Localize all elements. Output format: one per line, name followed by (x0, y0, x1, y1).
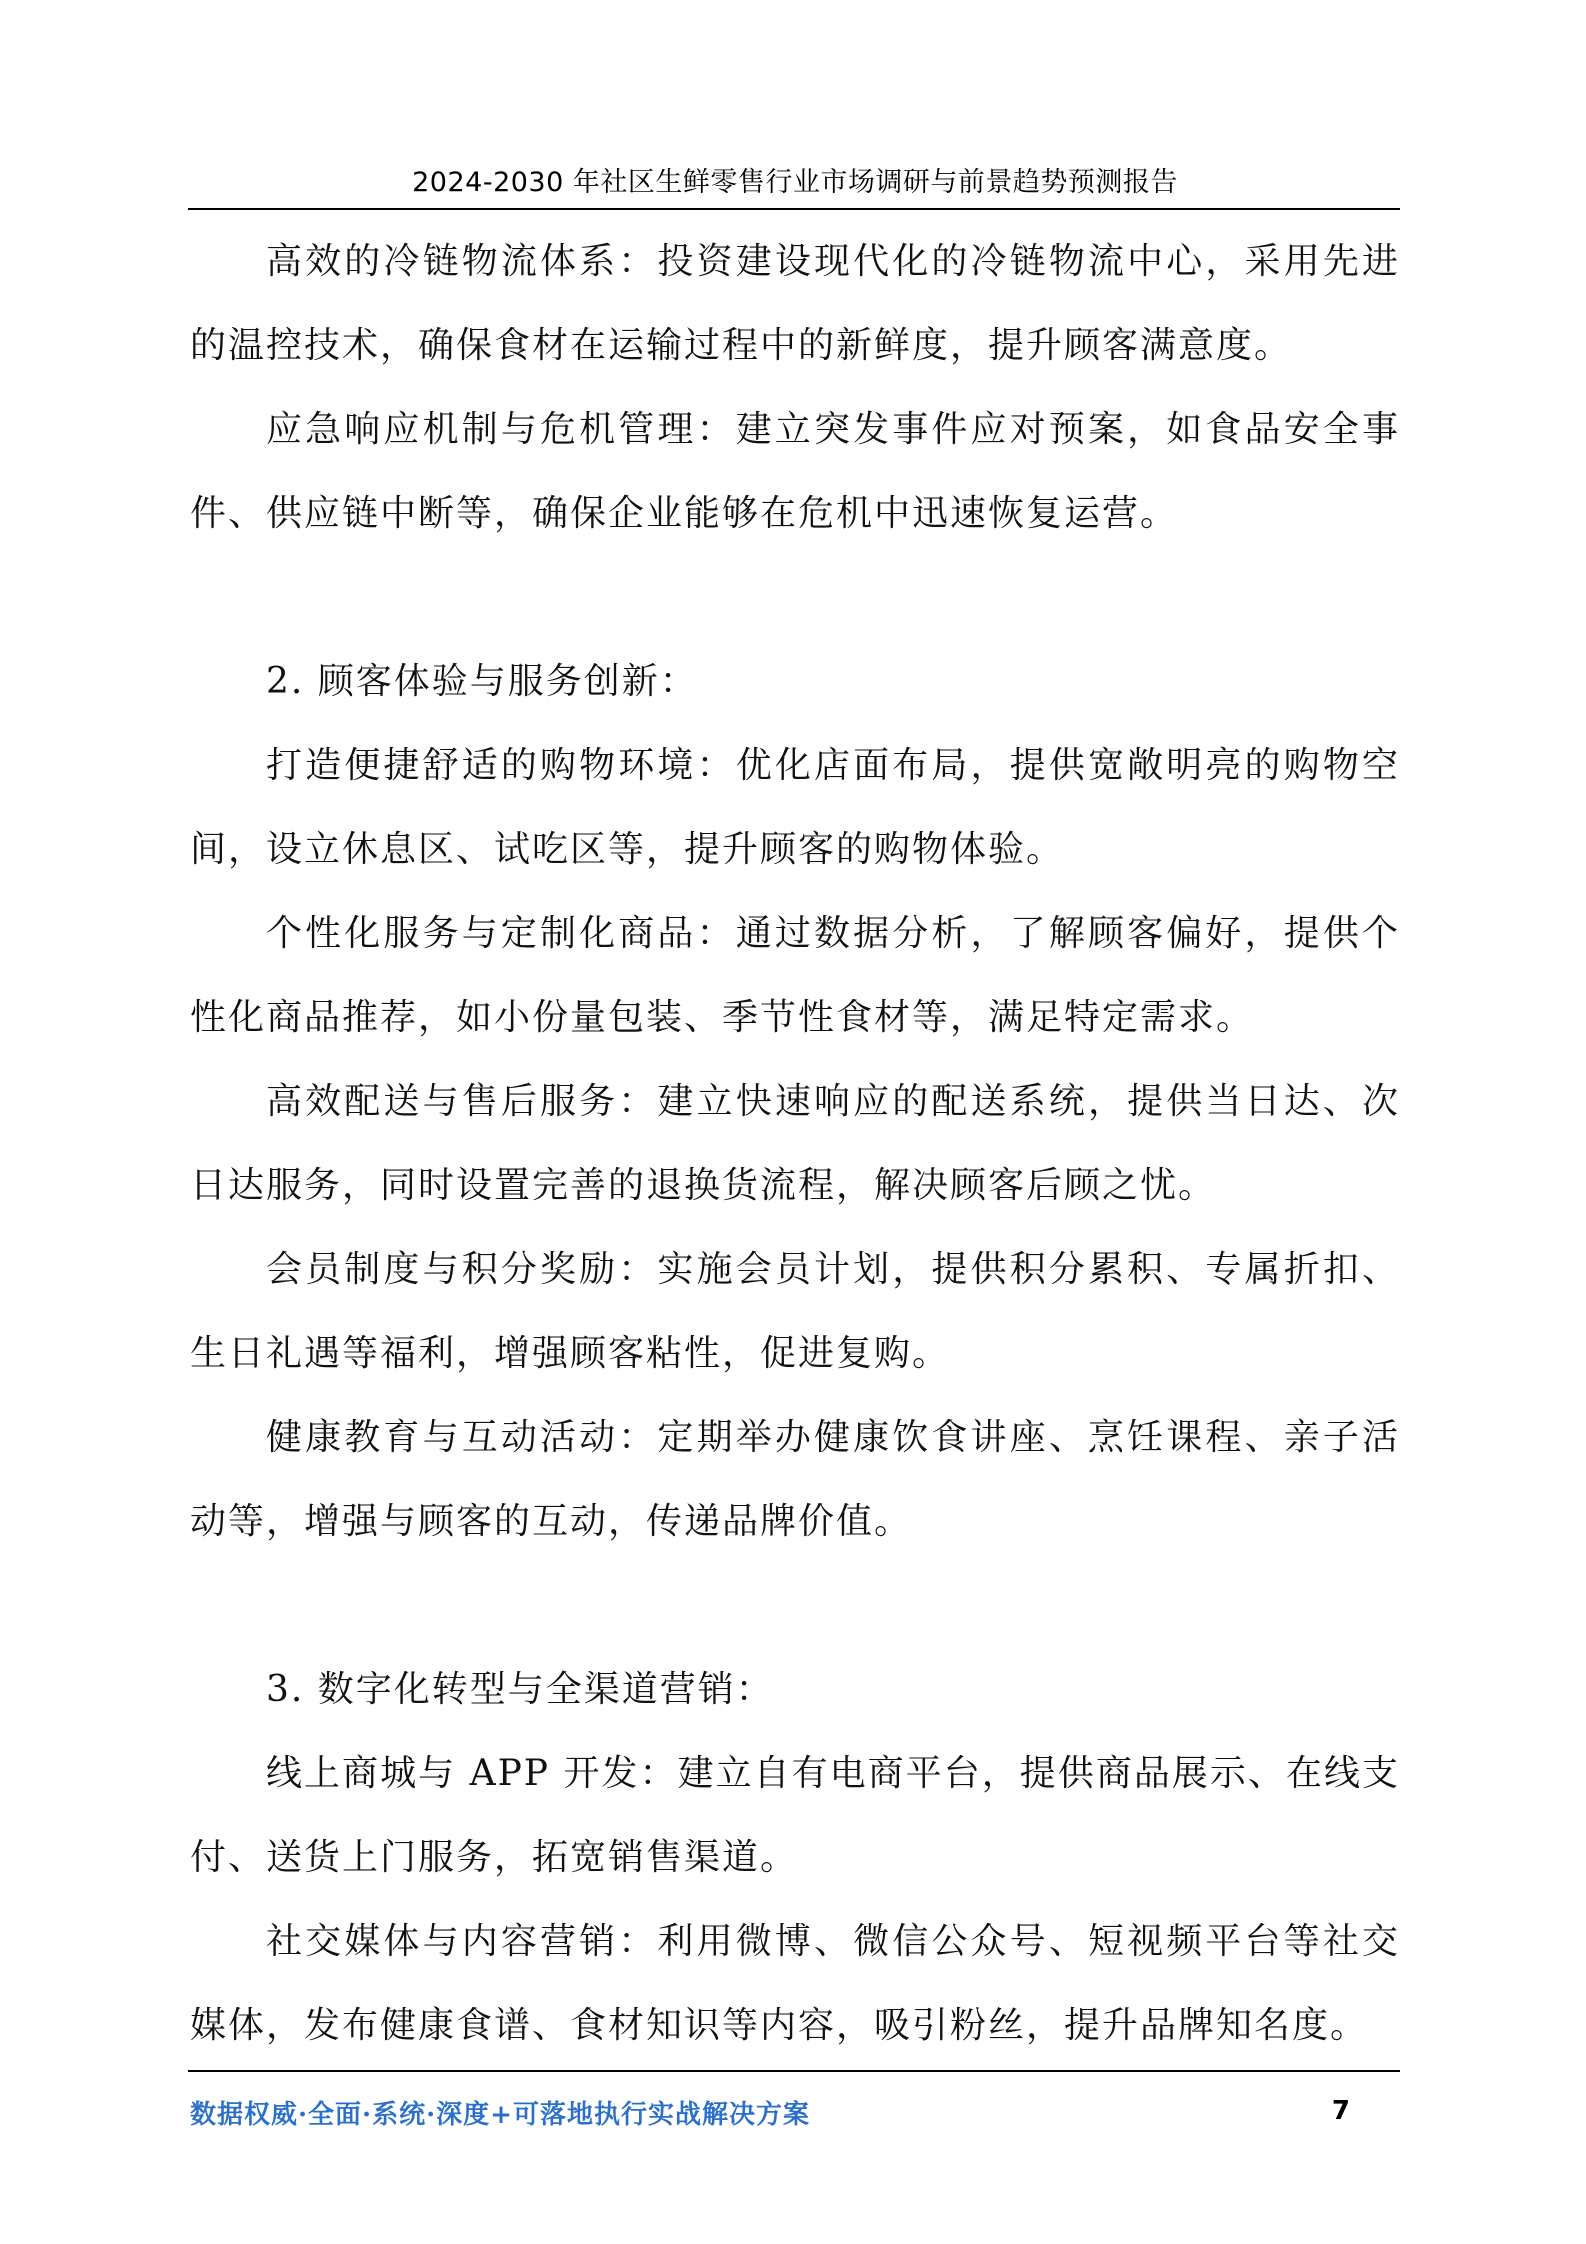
paragraph-personalized-service: 个性化服务与定制化商品：通过数据分析，了解顾客偏好，提供个性化商品推荐，如小份量包装、季节性食材等，满足特定需求。 (190, 913, 1400, 1038)
section-spacer (190, 556, 1400, 640)
page-body (190, 220, 1400, 2068)
paragraph-shopping-environment: 打造便捷舒适的购物环境：优化店面布局，提供宽敞明亮的购物空间，设立休息区、试吃区等，提升顾客的购物体验。 (190, 745, 1400, 870)
section-spacer (190, 1564, 1400, 1648)
paragraph-delivery-aftersales: 高效配送与售后服务：建立快速响应的配送系统，提供当日达、次日达服务，同时设置完善的退换货流程，解决顾客后顾之忧。 (190, 1081, 1400, 1206)
footer-slogan: 数据权威·全面·系统·深度+可落地执行实战解决方案 (190, 2100, 810, 2130)
paragraph-social-media: 社交媒体与内容营销：利用微博、微信公众号、短视频平台等社交媒体，发布健康食谱、食材知识等内容，吸引粉丝，提升品牌知名度。 (190, 1921, 1400, 2046)
section-heading-digital-transformation: 3. 数字化转型与全渠道营销： (266, 1669, 774, 1710)
page-number: 7 (1331, 2096, 1350, 2126)
paragraph-online-mall: 线上商城与 APP 开发：建立自有电商平台，提供商品展示、在线支付、送货上门服务，拓宽销售渠道。 (190, 1753, 1400, 1878)
paragraph-membership: 会员制度与积分奖励：实施会员计划，提供积分累积、专属折扣、生日礼遇等福利，增强顾客粘性，促进复购。 (190, 1249, 1400, 1374)
paragraph-health-education: 健康教育与互动活动：定期举办健康饮食讲座、烹饪课程、亲子活动等，增强与顾客的互动，传递品牌价值。 (190, 1417, 1400, 1542)
paragraph-cold-chain: 高效的冷链物流体系：投资建设现代化的冷链物流中心，采用先进的温控技术，确保食材在运输过程中的新鲜度，提升顾客满意度。 (190, 241, 1400, 366)
page-header-title: 2024-2030 年社区生鲜零售行业市场调研与前景趋势预测报告 (412, 167, 1178, 198)
section-heading-customer-experience: 2. 顾客体验与服务创新： (266, 661, 698, 702)
footer-divider (188, 2070, 1400, 2072)
paragraph-emergency: 应急响应机制与危机管理：建立突发事件应对预案，如食品安全事件、供应链中断等，确保企业能够在危机中迅速恢复运营。 (190, 409, 1400, 534)
header-divider (188, 208, 1400, 210)
